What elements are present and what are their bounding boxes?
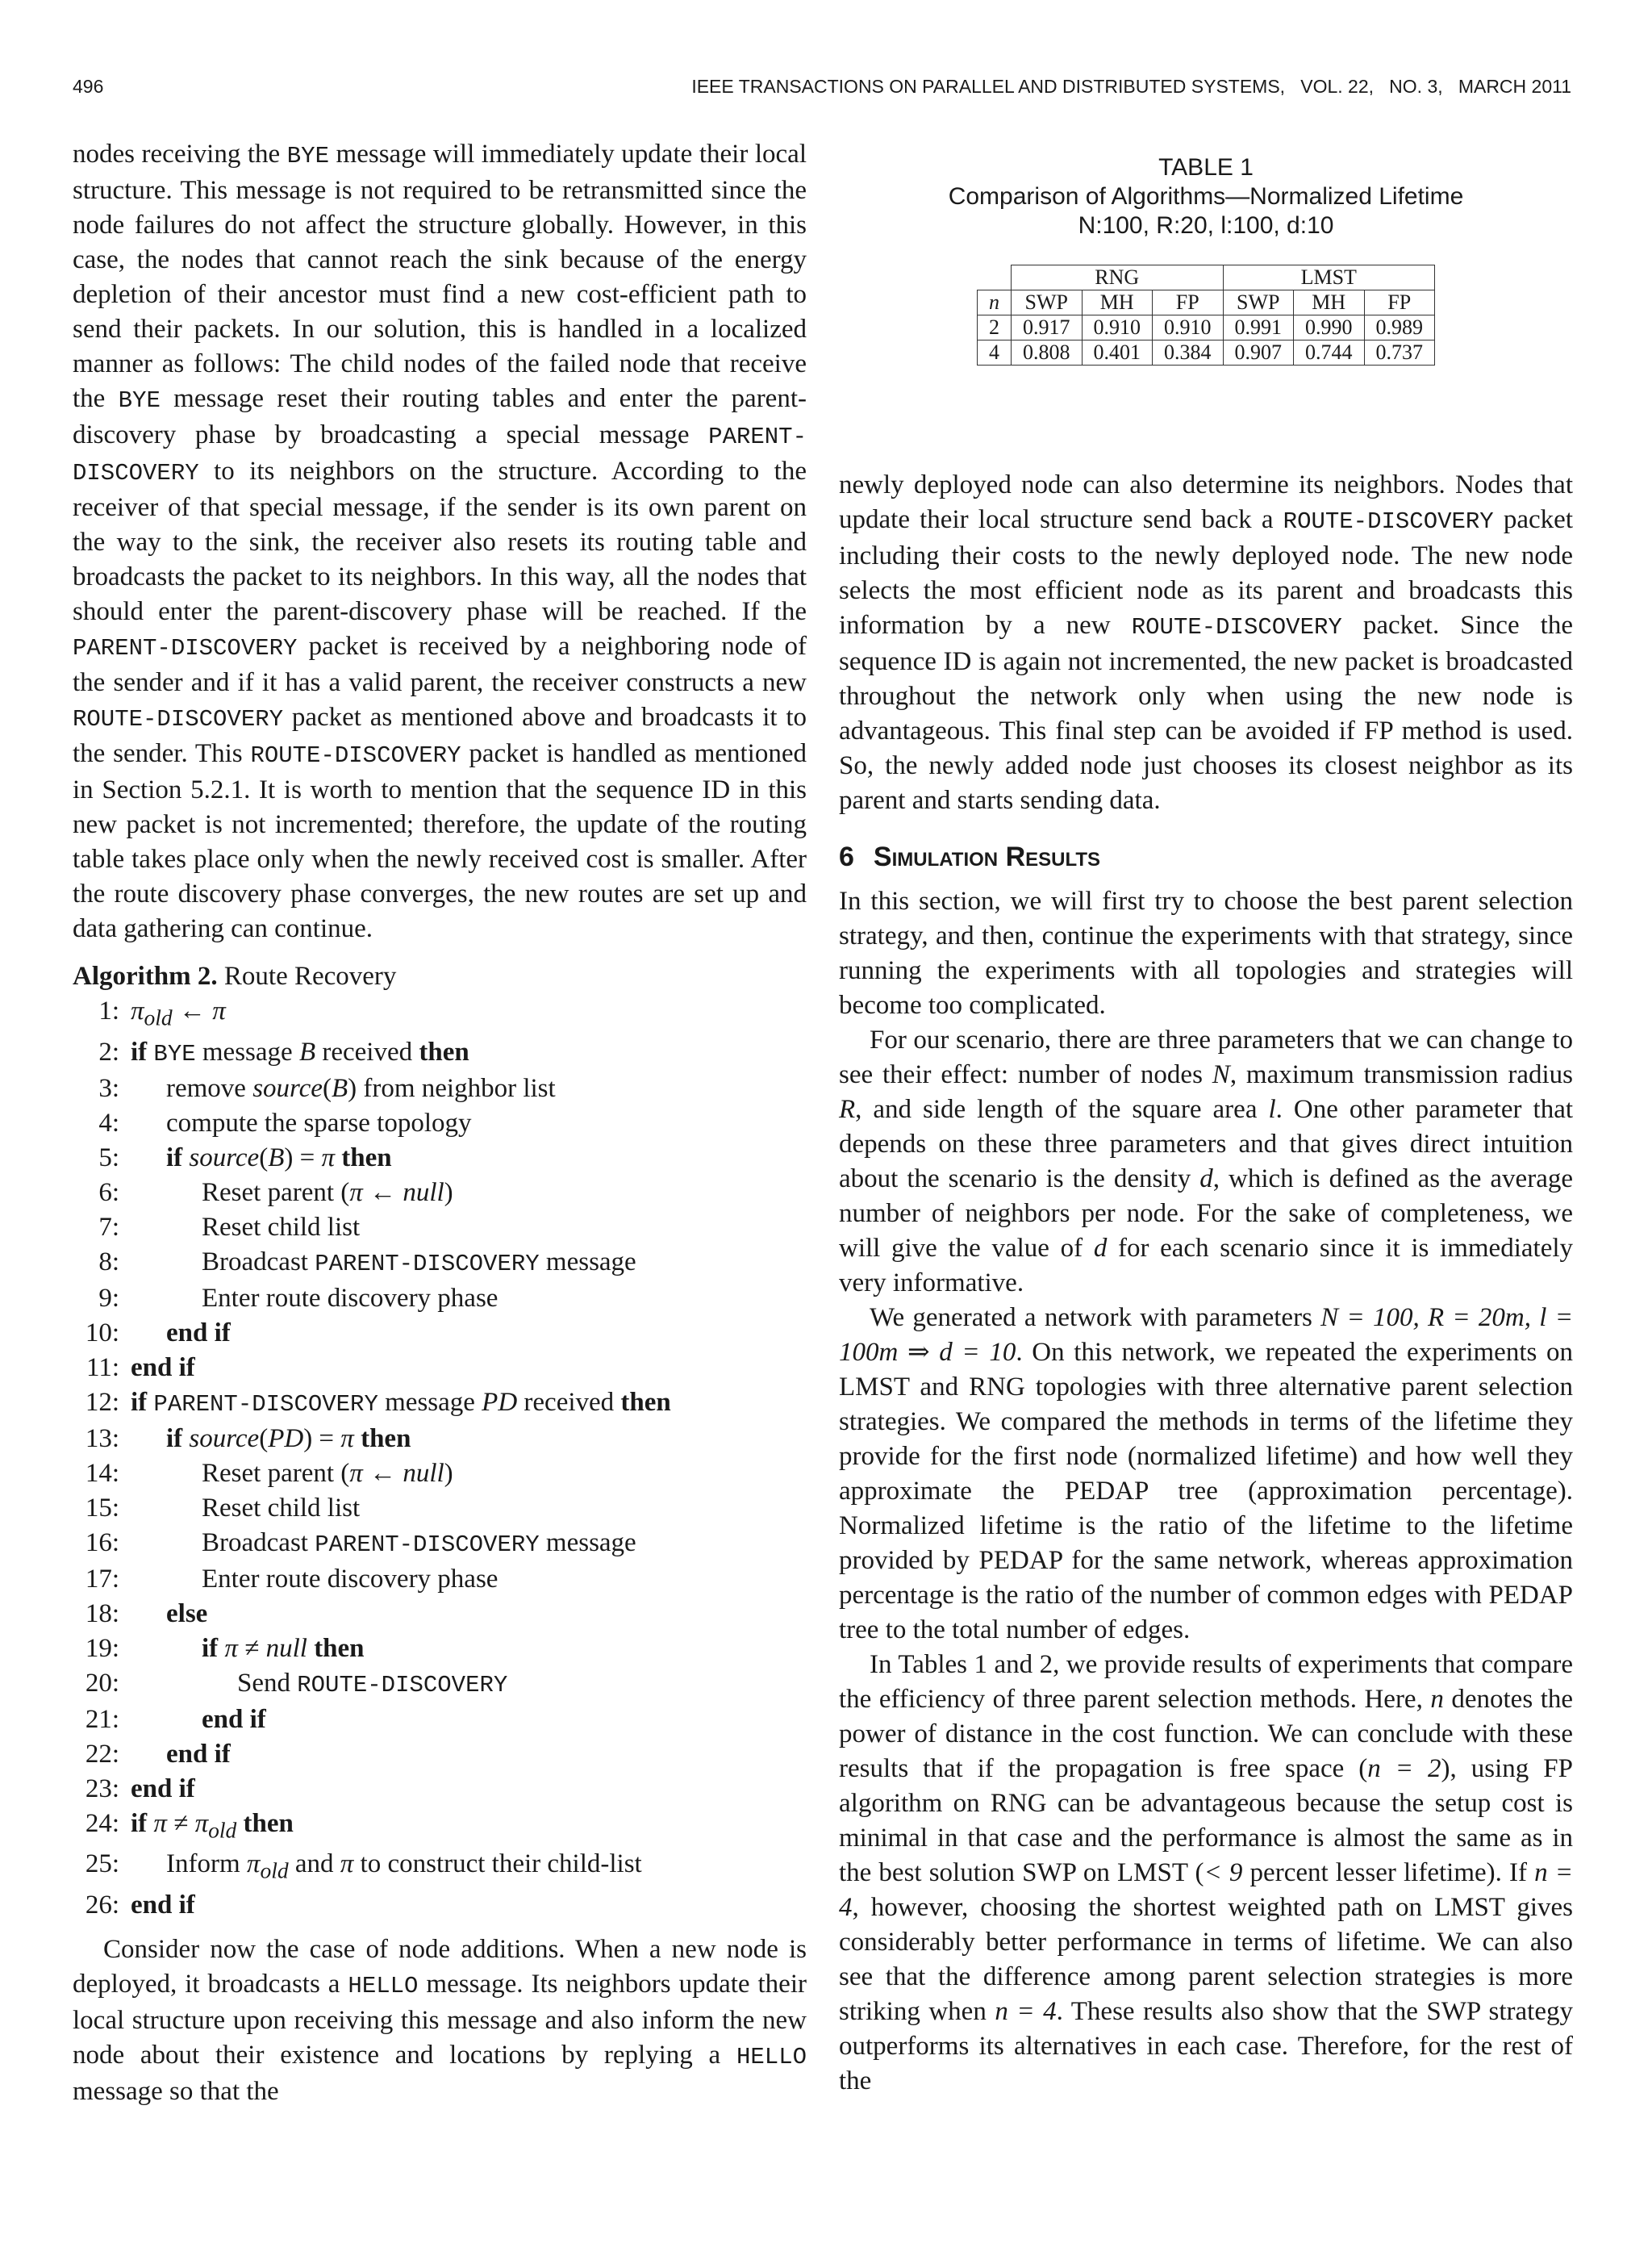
paragraph-network: We generated a network with parameters N = 100, R = 20m, l = 100m ⇒ d = 10. On this network, we repeated the experiments on LMST and RNG topologies with three alternative parent selection strategies. We compared the methods in terms of the lifetime they provide for the first node (normalized lifetime) and how well they approximate the PEDAP tree (approximation percentage). Normalized lifetime is the ratio of the lifetime to the lifetime provided by PEDAP for the same network, whereas approximation percentage is the ratio of the number of common edges with PEDAP tree to the total number of edges. [839, 1303, 1573, 1644]
line-content: if source(B) = π then [166, 1143, 392, 1172]
column-header: MH [1294, 290, 1365, 315]
line-number: 10: [85, 1318, 119, 1347]
line-content: Broadcast PARENT-DISCOVERY message [202, 1247, 636, 1277]
line-number: 12: [85, 1387, 119, 1417]
line-number: 24: [85, 1808, 119, 1838]
algorithm-line [73, 1597, 807, 1631]
paragraph-simulation-intro: In this section, we will first try to choose the best parent selection strategy, and then, continue the experiments with that strategy, since running the experiments with all topologies and strategies will become too complicated. [839, 887, 1573, 1020]
algorithm-line [73, 1631, 807, 1666]
page-number: 496 [73, 76, 104, 97]
group-header: LMST [1223, 265, 1435, 290]
line-content: Send ROUTE-DISCOVERY [237, 1668, 508, 1698]
left-column [73, 137, 807, 2109]
line-number: 9: [98, 1283, 119, 1313]
line-number: 23: [85, 1773, 119, 1803]
algorithm-line [73, 1245, 807, 1281]
line-content: end if [166, 1318, 231, 1347]
algorithm-line [73, 1456, 807, 1491]
algorithm-line [73, 1385, 807, 1422]
line-number: 11: [86, 1352, 119, 1382]
paragraph-tables-discussion: In Tables 1 and 2, we provide results of experiments that compare the efficiency of three parent selection methods. Here, n denotes the power of distance in the cost function. We can conclude with these results that if the propagation is free space (n = 2), using FP algorithm on RNG can be advantageous because the setup cost is minimal in that case and the performance is almost the same as in the best solution SWP on LMST (< 9 percent lesser lifetime). If n = 4, however, choosing the shortest weighted path on LMST gives considerably better performance in terms of lifetime. We can also see that the difference among parent selection strategies is more striking when n = 4. These results also show that the SWP strategy outperforms its alternatives in each case. Therefore, for the rest of the [839, 1650, 1574, 2095]
line-number: 13: [85, 1423, 119, 1453]
line-number: 14: [85, 1458, 119, 1488]
line-content: if source(PD) = π then [166, 1423, 411, 1453]
line-content: end if [131, 1352, 195, 1382]
table-cell: 0.991 [1223, 315, 1294, 340]
algorithm-line [73, 1141, 807, 1176]
line-number: 15: [85, 1493, 119, 1523]
column-header: SWP [1223, 290, 1294, 315]
line-content: if BYE message B received then [131, 1037, 469, 1067]
line-number: 18: [85, 1598, 119, 1628]
running-header [73, 76, 1571, 108]
algorithm-route-recovery [73, 959, 807, 1923]
algorithm-line [73, 1035, 807, 1072]
algorithm-line [73, 1702, 807, 1737]
line-content: $\pi_{old}$ ← π [131, 996, 226, 1030]
algorithm-line [73, 1210, 807, 1245]
algorithm-line [73, 1281, 807, 1316]
column-header: MH [1082, 290, 1153, 315]
line-content: else [166, 1598, 208, 1628]
table-group-row [978, 265, 1435, 290]
table-label: TABLE 1 [1158, 154, 1254, 181]
table-header-row [978, 290, 1435, 315]
line-number: 26: [85, 1890, 119, 1920]
table-row [978, 315, 1435, 340]
results-table [977, 265, 1435, 366]
line-content: Enter route discovery phase [202, 1564, 499, 1594]
algorithm-line [73, 1316, 807, 1351]
algorithm-line [73, 1807, 807, 1848]
line-number: 21: [85, 1704, 119, 1734]
line-content: Reset parent (π ← null) [202, 1177, 453, 1207]
algorithm-line [73, 1176, 807, 1210]
line-content: Broadcast PARENT-DISCOVERY message [202, 1527, 636, 1558]
journal-title: IEEE TRANSACTIONS ON PARALLEL AND DISTRIBUTED SYSTEMS, VOL. 22, NO. 3, MARCH 2011 [691, 76, 1571, 97]
table-cell: 0.989 [1364, 315, 1435, 340]
column-header: FP [1153, 290, 1224, 315]
paragraph-node-additions: Consider now the case of node additions. When a new node is deployed, it broadcasts a HELLO message. Its neighbors update their local structure upon receiving this message and also inform the new node about their existence and locations by replying a HELLO message so that the [73, 1934, 807, 2106]
paragraph-new-node: newly deployed node can also determine its neighbors. Nodes that update their local structure send back a ROUTE-DISCOVERY packet including their costs to the newly deployed node. The new node selects the most efficient node as its parent and broadcasts this information by a new ROUTE-DISCOVERY packet. Since the sequence ID is again not incremented, the new packet is broadcasted throughout the network only when using the new node is advantageous. This final step can be avoided if FP method is used. So, the newly added node just chooses its closest neighbor as its parent and starts sending data. [839, 470, 1574, 815]
line-number: 1: [98, 996, 119, 1026]
table-cell: 0.744 [1294, 340, 1365, 366]
line-number: 4: [98, 1108, 119, 1138]
section-heading: 6 Simulation Results [839, 842, 1101, 872]
algorithm-line [73, 1666, 807, 1702]
table-caption [839, 153, 1573, 240]
algorithm-line [73, 1772, 807, 1807]
algorithm-line [73, 1072, 807, 1106]
line-number: 16: [85, 1527, 119, 1557]
column-header: n [978, 290, 1012, 315]
line-content: Reset child list [202, 1493, 361, 1523]
algorithm-line [73, 994, 807, 1035]
table-cell: 2 [978, 315, 1012, 340]
algorithm-line [73, 1526, 807, 1562]
line-content: Enter route discovery phase [202, 1283, 499, 1313]
line-number: 22: [85, 1739, 119, 1769]
line-number: 19: [85, 1633, 119, 1663]
algorithm-lines [73, 994, 807, 1923]
table-title: Comparison of Algorithms—Normalized Lifetime [948, 183, 1464, 210]
column-header: FP [1364, 290, 1435, 315]
table-row [978, 340, 1435, 366]
algorithm-line [73, 1737, 807, 1772]
algorithm-line [73, 1491, 807, 1526]
table-1 [839, 153, 1573, 468]
line-content: compute the sparse topology [166, 1108, 472, 1138]
algorithm-line [73, 1422, 807, 1456]
algorithm-line [73, 1562, 807, 1597]
line-number: 8: [98, 1247, 119, 1276]
table-subtitle: N:100, R:20, l:100, d:10 [1078, 212, 1334, 239]
line-content: if $\pi \ne \pi_{old}$ then [131, 1808, 294, 1843]
paragraph-node-failure: nodes receiving the BYE message will immediately update their local structure. This message is not required to be retransmitted since the node failures do not affect the structure globally. However, in this case, the nodes that cannot reach the sink because of the energy depletion of their ancestor must find a new cost-efficient path to send their packets. In our solution, this is handled in a localized manner as follows: The child nodes of the failed node that receive the BYE message reset their routing tables and enter the parent-discovery phase by broadcasting a special message PARENT-DISCOVERY to its neighbors on the structure. According to the receiver of that special message, if the sender is its own parent on the way to the sink, the receiver also resets its routing table and broadcasts the packet to its neighbors. In this way, all the nodes that should enter the parent-discovery phase will be reached. If the PARENT-DISCOVERY packet is received by a neighboring node of the sender and if it has a valid parent, the receiver constructs a new ROUTE-DISCOVERY packet as mentioned above and broadcasts it to the sender. This ROUTE-DISCOVERY packet is handled as mentioned in Section 5.2.1. It is worth to mention that the sequence ID in this new packet is not incremented; therefore, the update of the routing table takes place only when the newly received cost is smaller. After the route discovery phase converges, the new routes are set up and data gathering can continue. [73, 140, 807, 943]
line-number: 5: [98, 1143, 119, 1172]
table-cell: 0.910 [1082, 315, 1153, 340]
line-number: 25: [85, 1849, 119, 1879]
line-content: end if [166, 1739, 231, 1769]
table-cell: 0.737 [1364, 340, 1435, 366]
algorithm-line [73, 1888, 807, 1923]
line-number: 6: [98, 1177, 119, 1207]
table-cell: 0.907 [1223, 340, 1294, 366]
column-header: SWP [1012, 290, 1083, 315]
right-column [839, 137, 1573, 2099]
line-content: if PARENT-DISCOVERY message PD received then [131, 1387, 671, 1418]
group-header: RNG [1012, 265, 1224, 290]
line-content: remove source(B) from neighbor list [166, 1073, 556, 1103]
line-content: if π ≠ null then [202, 1633, 365, 1663]
algorithm-line [73, 1106, 807, 1141]
line-content: end if [131, 1890, 195, 1920]
table-cell: 0.910 [1153, 315, 1224, 340]
line-content: end if [131, 1773, 195, 1803]
table-cell: 0.401 [1082, 340, 1153, 366]
line-number: 20: [85, 1668, 119, 1698]
line-number: 7: [98, 1212, 119, 1242]
line-content: Inform $\pi_{old}$ and π to construct their child-list [166, 1849, 642, 1883]
table-cell: 0.917 [1012, 315, 1083, 340]
line-number: 3: [98, 1073, 119, 1103]
line-number: 17: [85, 1564, 119, 1594]
paragraph-parameters: For our scenario, there are three parameters that we can change to see their effect: number of nodes N, maximum transmission radius R, and side length of the square area l. One other parameter that depends on these three parameters and that gives direct intuition about the scenario is the density d, which is defined as the average number of neighbors per node. For the sake of completeness, we will give the value of d for each scenario since it is immediately very informative. [839, 1026, 1574, 1297]
table-cell: 0.384 [1153, 340, 1224, 366]
line-content: Reset parent (π ← null) [202, 1458, 453, 1488]
line-content: Reset child list [202, 1212, 361, 1242]
line-content: end if [202, 1704, 266, 1734]
line-number: 2: [98, 1037, 119, 1067]
algorithm-line [73, 1847, 807, 1888]
table-cell: 0.990 [1294, 315, 1365, 340]
algorithm-line [73, 1351, 807, 1385]
table-cell: 4 [978, 340, 1012, 366]
table-cell: 0.808 [1012, 340, 1083, 366]
algorithm-title: Algorithm 2. Route Recovery [73, 962, 397, 991]
